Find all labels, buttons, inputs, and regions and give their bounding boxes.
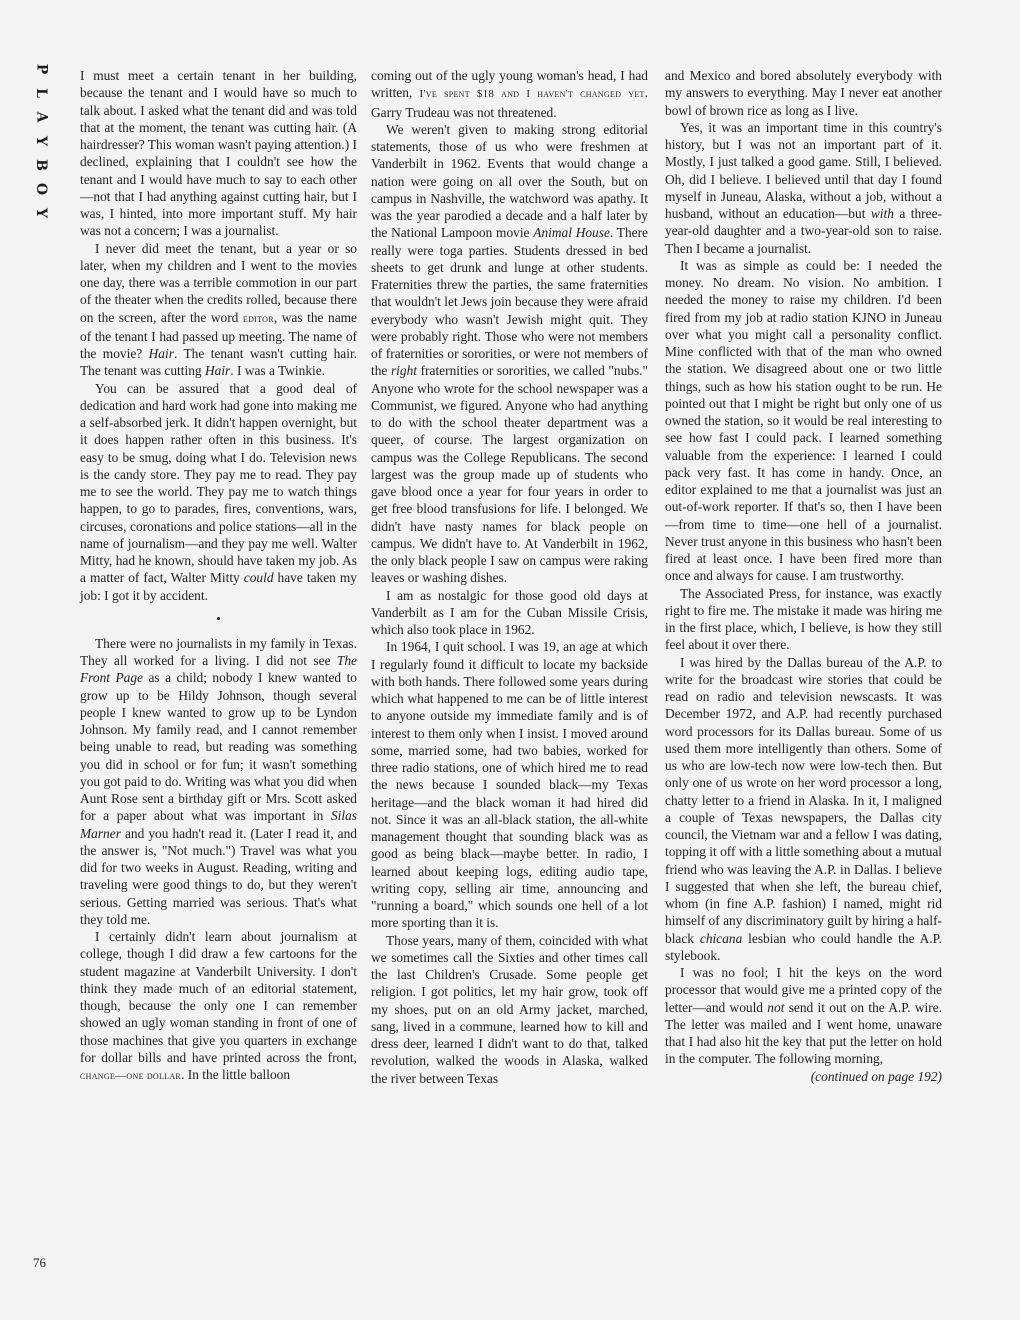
masthead-letter: A — [33, 111, 49, 123]
paragraph: coming out of the ugly young woman's head, I had written, I've spent $18 and I haven't changed yet. Garry Trudeau was not threatened. — [371, 68, 649, 120]
text-column-3 — [665, 67, 942, 1085]
paragraph: I was hired by the Dallas bureau of the A.P. to write for the broadcast wire stories that could be read on radio and television newscasts. It was December 1972, and A.P. had recently purchased word processors for its Dallas bureau. Some of us used them more intelligently than others. Some of us who are low-tech now were low-tech then. But only one of us wrote on her word processor a long, chatty letter to a friend in Alaska. In it, I maligned a couple of Texas newspapers, the Dallas city council, the Vietnam war and a fellow I was dating, topping it off with a little something about a mutual friend who was leaving the A.P. in Dallas. I believe I suggested that when she left, the bureau chief, whom (in fine A.P. fashion) I named, might rid himself of any discriminatory guilt by hiring a half-black chicana lesbian who could handle the A.P. stylebook. — [665, 654, 942, 963]
masthead-letter: O — [32, 182, 49, 196]
paragraph: I must meet a certain tenant in her building, because the tenant and I would have so much to talk about. I asked what the tenant did and was told that at the moment, the tenant was cutting hair. (A hairdresser? This woman wasn't paying attention.) I declined, explaining that I couldn't see how the tenant and I would have much to say to each other—not that I had anything against cutting hair, but I was, I hinted, into more important stuff. My hair was not a concern; I was a journalist. — [80, 68, 357, 239]
paragraph: The Associated Press, for instance, was exactly right to fire me. The mistake it made was hiring me in the first place, which, I believe, is how they still feel about it over there. — [665, 585, 942, 653]
masthead-letter: P — [33, 63, 49, 75]
page-number: 76 — [33, 1255, 46, 1270]
paragraph: I was no fool; I hit the keys on the word processor that would give me a printed copy of the letter—and would not send it out on the A.P. wire. The letter was mailed and I went home, unaware that I had also hit the key that put the letter on hold in the computer. The following morning, — [665, 965, 943, 1067]
masthead-letter: B — [33, 159, 49, 171]
paragraph: Yes, it was an important time in this country's history, but I was not an important part of it. Mostly, I just talked a good game. Still, I believed. Oh, did I believe. I believed until that day I found myself in Juneau, Alaska, without a job, without a husband, without an education—but with a three-year-old daughter and a two-year-old son to raise. Then I became a journalist. — [665, 119, 942, 256]
text-column-1 — [80, 67, 357, 1085]
section-ornament: • — [216, 610, 221, 626]
paragraph: You can be assured that a good deal of dedication and hard work had gone into making me a self-absorbed jerk. It didn't happen overnight, but it does happen rather often in this business. It's easy to be smug, doing what I do. Television news is the candy store. They pay me to read. They pay me to see the world. They pay me to watch things happen, to go to parades, fires, conventions, wars, circuses, coronations and police stations—all in the name of journalism—and they pay me well. Walter Mitty, had he known, should have taken my job. As a matter of fact, Walter Mitty could have taken my job: I got it by accident. — [80, 380, 357, 603]
paragraph: It was as simple as could be: I needed the money. No dream. No vision. No ambition. I needed the money to raise my children. I'd been fired from my job at radio station KJNO in Juneau over what you might call a personality conflict. Mine conflicted with that of the man who owned the station. We disagreed about one or two little things, such as how his station ought to be run. He pointed out that I might be right but only one of us owned the station, so it would be real interesting to see how fast I could pack. I learned something valuable from the experience: I learned I could pack very fast. It has come in handy. Once, an editor explained to me that a journalist was just an out-of-work reporter. If that's so, then I have been—from time to time—one hell of a journalist. Never trust anyone in this business who hasn't been fired at least once. I have been fired more than once and always for cause. I am trustworthy. — [665, 257, 942, 584]
paragraph: I certainly didn't learn about journalism at college, though I did draw a few cartoons for the student magazine at Vanderbilt University. I don't think they made much of an editorial statement, though, because the only one I can remember showed an ugly woman standing in front of one of those machines that give you quarters in exchange for dollar bills and have printed across the front, change—one dollar. In the little balloon — [80, 929, 357, 1082]
paragraph: There were no journalists in my family in Texas. They all worked for a living. I did not see The Front Page as a child; nobody I knew wanted to grow up to be Hildy Johnson, though several people I knew wanted to grow up to be Lyndon Johnson. My family read, and I cannot remember being unable to read, but reading was something you did in school or for fun; it wasn't something you got paid to do. Writing was what you did when Aunt Rose sent a birthday gift or Mrs. Scott asked for a paper about what was important in Silas Marner and you hadn't read it. (Later I read it, and the answer is, "Not much.") Travel was what you did for two weeks in August. Reading, writing and traveling were good things to do, but they weren't serious. Getting married was serious. That's what they told me. — [80, 635, 357, 927]
paragraph: and Mexico and bored absolutely everybody with my answers to everything. May I never eat another bowl of brown rice as long as I live. — [665, 68, 942, 118]
text-column-2 — [371, 67, 648, 1087]
paragraph: In 1964, I quit school. I was 19, an age at which I regularly found it difficult to locate my backside with both hands. There followed some years during which what happened to me can be of little interest to anyone outside my immediate family and is of interest to them only when I insist. I moved around some, married some, had two babies, worked for three radio stations, one of which hired me to read the news because I sounded black—my Texas heritage—and the black woman it had hired did not. Since it was an all-black station, the all-white management thought that sounding black was as good as being black—maybe better. In radio, I learned about keeping logs, editing audio tape, writing copy, selling air time, announcing and "running a board," which sounds one hell of a lot more sporting than it is. — [371, 639, 648, 931]
paragraph: I never did meet the tenant, but a year or so later, when my children and I went to the movies one day, there was a terrible commotion in our part of the theater when the credits rolled, because there on the screen, after the word editor, was the name of the tenant I had passed up meeting. The name of the movie? Hair. The tenant wasn't cutting hair. The tenant was cutting Hair. I was a Twinkie. — [80, 240, 358, 379]
paragraph: We weren't given to making strong editorial statements, those of us who were freshmen at Vanderbilt in 1962. Events that would change a nation were going on all over the South, but on campus in Nashville, the watchword was apathy. It was the year parodied a decade and a half later by the National Lampoon movie Animal House. There really were toga parties. Students dressed in bed sheets to get drunk and lunge at other students. Fraternities threw the parties, the same fraternities that wouldn't let Jews join because they were afraid everybody who wasn't Jewish might quit. They were probably right. Those who were not members of fraternities or sororities, or were not members of the right fraternities or sororities, we called "nubs." Anyone who wrote for the school newspaper was a Communist, we figured. Anyone who had anything to do with the school theater department was a queer, of course. The largest organization on campus was the College Republicans. The second largest was the group made up of students who gave blood once a year for four years in order to get free blood transfusions for life. I belonged. We didn't have nasty names for black people on campus. We didn't have to. At Vanderbilt in 1962, the only black people I saw on campus were raking leaves or washing dishes. — [371, 121, 648, 586]
playboy-masthead — [30, 62, 52, 220]
paragraph: I am as nostalgic for those good old days at Vanderbilt as I am for the Cuban Missile Crisis, which also took place in 1962. — [371, 587, 648, 637]
paragraph: Those years, many of them, coincided with what we sometimes call the Sixties and other times call the last Children's Crusade. Some people get religion. I got politics, let my hair grow, took off my shoes, put on an old Army jacket, marched, sang, lived in a commune, learned how to kill and dress deer, learned I didn't want to do that, talked revolution, walked the woods in Alaska, walked the river between Texas — [371, 932, 648, 1086]
continued-note: (continued on page 192) — [810, 1068, 942, 1084]
masthead-letter: Y — [33, 136, 49, 146]
masthead-letter: Y — [33, 208, 49, 218]
masthead-letter: L — [33, 88, 49, 98]
